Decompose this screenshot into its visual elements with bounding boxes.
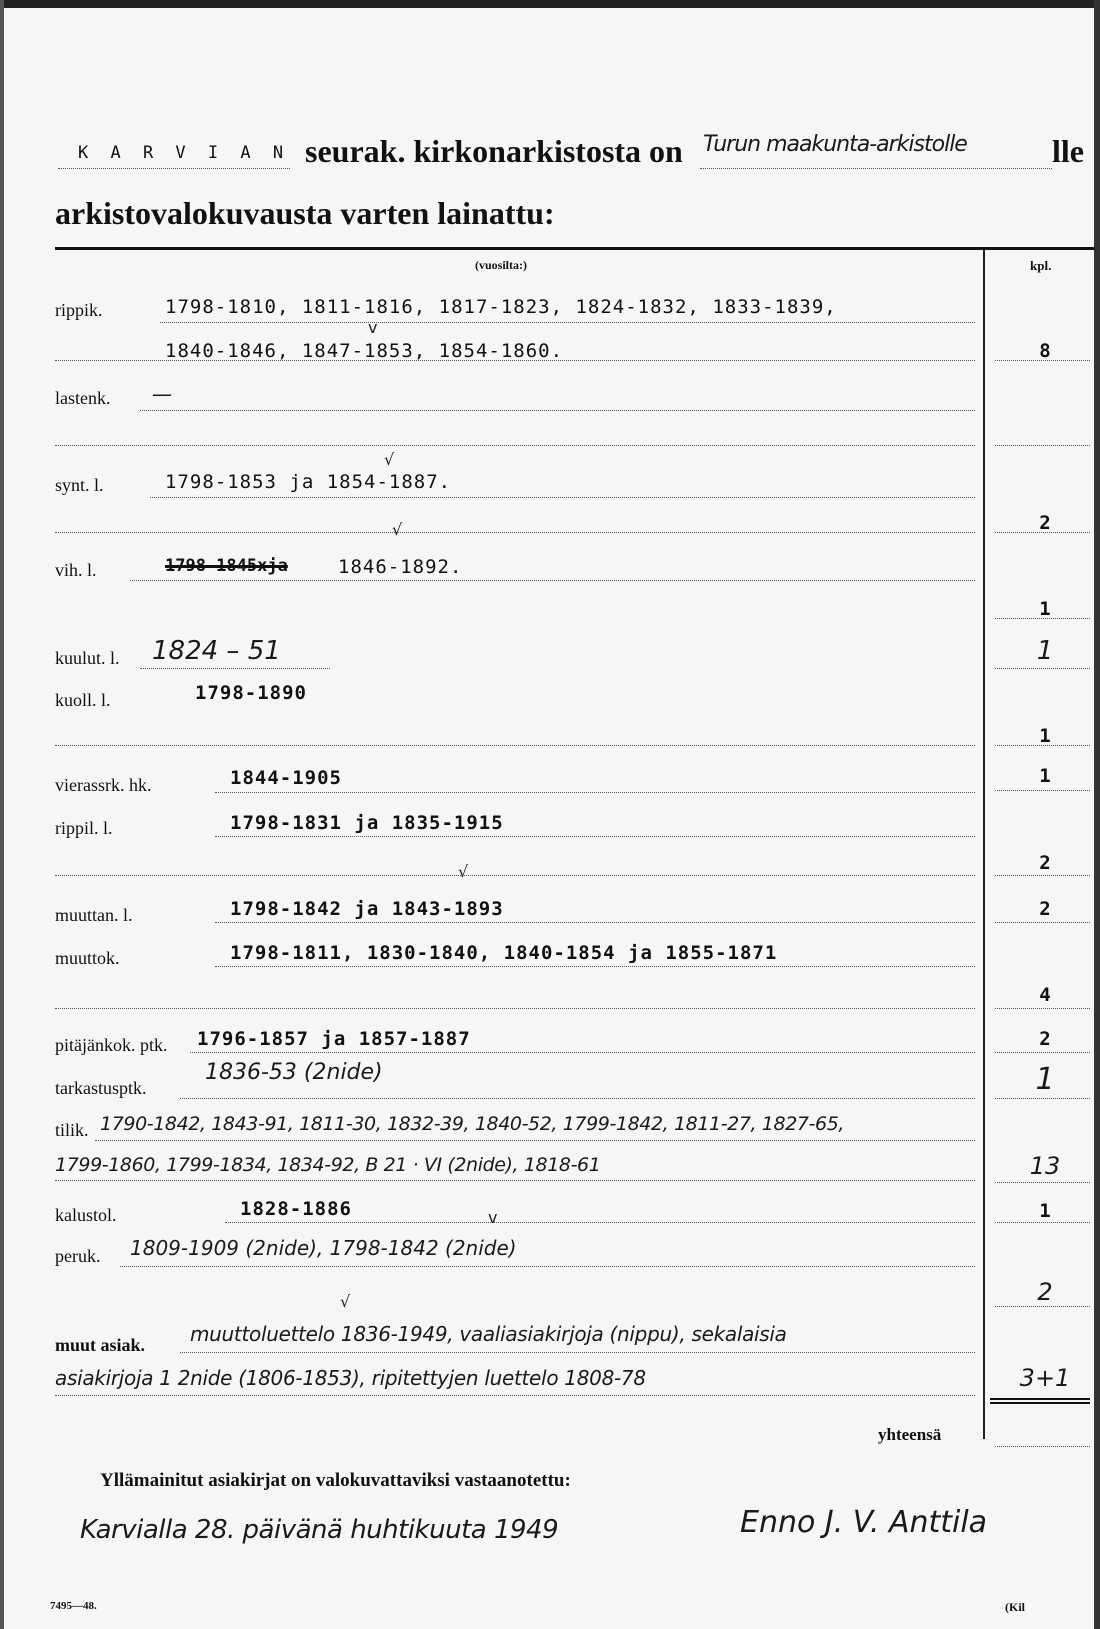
muuttan-years: 1798-1842 ja 1843-1893 <box>230 898 504 920</box>
muuttok-count: 4 <box>1039 984 1051 1006</box>
dotline <box>215 792 975 793</box>
kalustol-years: 1828-1886 <box>240 1198 352 1220</box>
synt-count: 2 <box>1039 512 1051 534</box>
peruk-count: 2 <box>1037 1278 1053 1306</box>
row-label-peruk: peruk. <box>55 1246 101 1266</box>
muut-count: 3+1 <box>1019 1364 1071 1392</box>
scan-edge-right <box>1094 0 1100 1629</box>
synt-years: 1798-1853 ja 1854-1887. <box>165 471 452 493</box>
row-label-rippik: rippik. <box>55 300 103 320</box>
rippik-years-line1: 1798-1810, 1811-1816, 1817-1823, 1824-1832, 1833-1839, <box>165 296 837 318</box>
check-mark-icon: √ <box>340 1292 351 1311</box>
print-mark: (Kil <box>1005 1600 1025 1614</box>
rippil-count: 2 <box>1039 852 1051 874</box>
dotline <box>180 1352 975 1353</box>
dotline <box>995 790 1090 791</box>
rippik-count: 8 <box>1039 340 1051 362</box>
row-label-rippil: rippil. l. <box>55 818 113 838</box>
dotline <box>55 1180 975 1181</box>
row-label-kuulut: kuulut. l. <box>55 648 120 668</box>
vierassrk-years: 1844-1905 <box>230 767 342 789</box>
pitajankok-years: 1796-1857 ja 1857-1887 <box>197 1028 471 1050</box>
muut-line1: muuttoluettelo 1836-1949, vaaliasiakirjoja (nippu), sekalaisia <box>190 1322 787 1346</box>
header-text-2: arkistovalokuvausta varten lainattu: <box>55 195 555 231</box>
row-label-vierassrk: vierassrk. hk. <box>55 775 152 795</box>
row-label-muut: muut asiak. <box>55 1335 146 1355</box>
pitajankok-count: 2 <box>1039 1028 1051 1050</box>
check-mark-icon: v <box>368 318 378 337</box>
vih-count: 1 <box>1039 598 1051 620</box>
vih-struck-years: 1798-1845xja <box>165 556 288 576</box>
dotline <box>215 966 975 967</box>
dotline <box>995 1446 1090 1447</box>
scan-edge-left <box>0 0 4 1629</box>
dotline <box>140 668 330 669</box>
dotline <box>995 1008 1090 1009</box>
row-label-tarkastus: tarkastusptk. <box>55 1078 147 1098</box>
vierassrk-count: 1 <box>1039 765 1051 787</box>
dotline <box>55 1395 975 1396</box>
muut-line2: asiakirjoja 1 2nide (1806-1853), ripitettyjen luettelo 1808-78 <box>55 1366 646 1390</box>
dotline <box>995 922 1090 923</box>
dotline <box>995 1098 1090 1099</box>
peruk-years: 1809-1909 (2nide), 1798-1842 (2nide) <box>130 1236 517 1260</box>
tilik-count: 13 <box>1029 1152 1061 1180</box>
row-label-vih: vih. l. <box>55 560 97 580</box>
total-label: yhteensä <box>878 1425 942 1444</box>
row-label-pitajankok: pitäjänkok. ptk. <box>55 1035 168 1055</box>
dotline <box>55 1008 975 1009</box>
count-column-divider <box>983 249 985 1439</box>
kuoll-count: 1 <box>1039 725 1051 747</box>
dotline <box>995 745 1090 746</box>
check-mark-icon: v <box>488 1208 498 1227</box>
dotline <box>995 875 1090 876</box>
vih-years: 1846-1892. <box>338 556 463 578</box>
rippik-years-line2: 1840-1846, 1847-1853, 1854-1860. <box>165 340 564 362</box>
row-label-synt: synt. l. <box>55 475 104 495</box>
dotline <box>95 1140 975 1141</box>
form-number: 7495—48. <box>50 1600 97 1612</box>
dotline <box>160 322 975 323</box>
handwritten-recipient: Turun maakunta-arkistolle <box>703 132 967 157</box>
place-and-date: Karvialla 28. päivänä huhtikuuta 1949 <box>80 1515 559 1545</box>
dotline <box>215 836 975 837</box>
parish-dotline <box>58 168 290 169</box>
tilik-years-line2: 1799-1860, 1799-1834, 1834-92, B 21 · VI (2nide), 1818-61 <box>55 1154 601 1176</box>
muuttan-count: 2 <box>1039 898 1051 920</box>
row-label-tilik: tilik. <box>55 1120 89 1140</box>
received-statement: Yllämainitut asiakirjat on valokuvattaviksi vastaanotettu: <box>100 1470 571 1491</box>
check-mark-icon: √ <box>392 520 403 539</box>
muuttok-years: 1798-1811, 1830-1840, 1840-1854 ja 1855-1871 <box>230 942 778 964</box>
period-column-header: (vuosilta:) <box>475 258 527 272</box>
kalustol-count: 1 <box>1039 1200 1051 1222</box>
total-rule-2 <box>990 1402 1090 1404</box>
signature: Enno J. V. Anttila <box>740 1505 988 1540</box>
row-label-kuoll: kuoll. l. <box>55 690 111 710</box>
row-label-muuttok: muuttok. <box>55 948 120 968</box>
dotline <box>55 745 975 746</box>
recipient-dotline <box>700 168 1052 169</box>
tarkastus-count: 1 <box>1035 1062 1055 1097</box>
dotline <box>995 1222 1090 1223</box>
row-label-kalustol: kalustol. <box>55 1205 117 1225</box>
dotline <box>995 618 1090 619</box>
dotline <box>55 360 975 361</box>
dotline <box>215 922 975 923</box>
scan-edge-top <box>0 0 1100 8</box>
lastenk-value: — <box>152 382 172 406</box>
parish-name: K A R V I A N <box>78 143 290 163</box>
dotline <box>995 445 1090 446</box>
table-top-rule <box>55 247 1095 250</box>
row-label-muuttan: muuttan. l. <box>55 905 133 925</box>
dotline <box>995 668 1090 669</box>
kuulut-count: 1 <box>1036 636 1054 666</box>
dotline <box>140 410 975 411</box>
check-mark-icon: √ <box>384 450 395 469</box>
count-column-header: kpl. <box>1030 258 1052 273</box>
dotline <box>995 1182 1090 1183</box>
dotline <box>190 1052 975 1053</box>
rippil-years: 1798-1831 ja 1835-1915 <box>230 812 504 834</box>
total-rule-1 <box>990 1398 1090 1400</box>
tarkastus-years: 1836-53 (2nide) <box>205 1060 383 1085</box>
dotline <box>995 1306 1090 1307</box>
header-text-1: seurak. kirkonarkistosta on <box>305 133 683 169</box>
kuulut-years: 1824 – 51 <box>152 636 281 666</box>
dotline <box>180 1098 975 1099</box>
dotline <box>995 360 1090 361</box>
dotline <box>55 875 975 876</box>
dotline <box>55 445 975 446</box>
dotline <box>995 1052 1090 1053</box>
check-mark-icon: √ <box>458 862 469 881</box>
dotline <box>150 497 975 498</box>
header-suffix: lle <box>1052 133 1084 169</box>
dotline <box>225 1222 975 1223</box>
dotline <box>55 532 975 533</box>
dotline <box>120 1266 975 1267</box>
dotline <box>130 580 975 581</box>
kuoll-years: 1798-1890 <box>195 682 307 704</box>
tilik-years-line1: 1790-1842, 1843-91, 1811-30, 1832-39, 1840-52, 1799-1842, 1811-27, 1827-65, <box>100 1113 845 1135</box>
row-label-lastenk: lastenk. <box>55 388 111 408</box>
dotline <box>995 532 1090 533</box>
